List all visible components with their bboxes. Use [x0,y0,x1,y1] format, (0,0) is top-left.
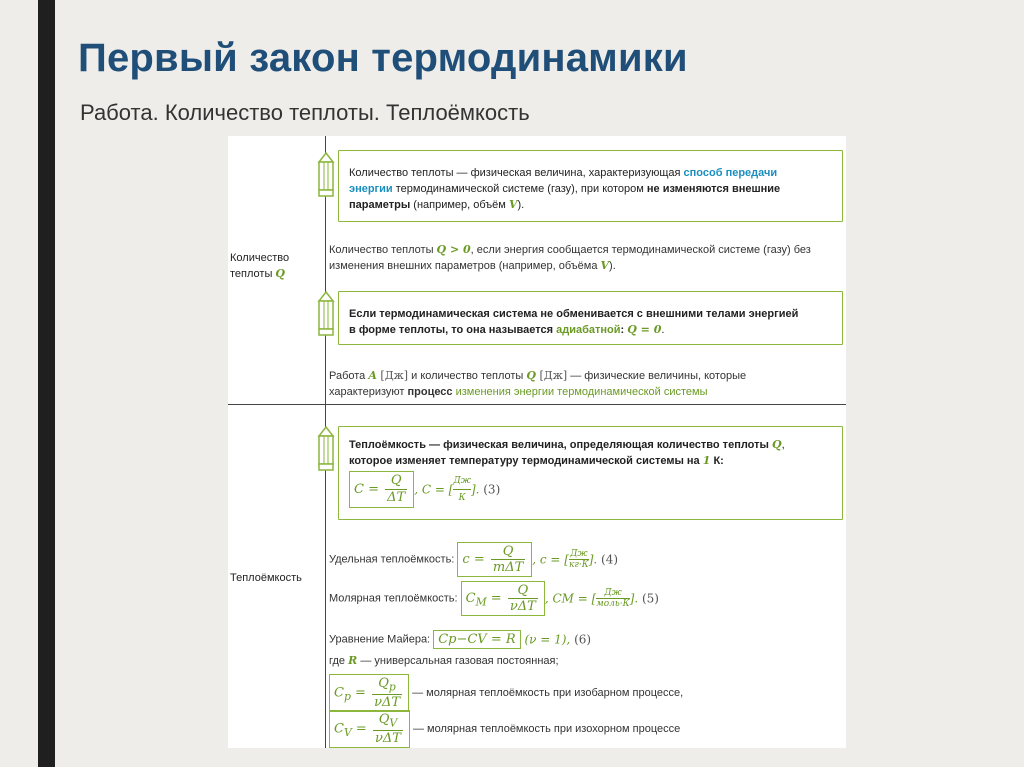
definition-box-capacity: Теплоёмкость — физическая величина, определяющая количество теплоты Q, которое изменяет температуру термодинамической системы на 1 К: C = $\frac{Q}{\Delta T}$ , C = [ Дж К ]. (3) [338,426,843,520]
formula-box: Cp−CV = R [433,630,520,649]
definition-box-adiabatic: Если термодинамическая система не обменивается с внешними телами энергией в форме теплоты, то она называется адиабатной: Q = 0. [338,291,843,345]
definition-box-heat: Количество теплоты — физическая величина, характеризующая способ передачи энергии термодинамической системе (газу), при котором не изменяются внешние параметры (например, объём V). [338,150,843,222]
row-label-capacity: Теплоёмкость [230,572,302,584]
slide-title: Первый закон термодинамики [78,36,688,80]
formula-capacity: C = $\frac{Q}{\Delta T}$ , C = [ Дж К ]. (3) [349,471,842,508]
slide-subtitle: Работа. Количество теплоты. Теплоёмкость [80,100,530,125]
formula-box: $C_p$ = $\frac{Q_p}{\text{νΔT}}$ [329,674,409,712]
formula-box: c = $\frac{Q}{\text{mΔT}}$ [457,542,532,577]
row-label-heat: Количество теплоты Q [230,252,290,280]
formula-box: C = $\frac{Q}{\Delta T}$ [349,471,414,508]
formula-mayer: Уравнение Майера: Cp−CV = R (ν = 1), (6) [329,632,592,647]
formula-specific-heat: Удельная теплоёмкость: c = $\frac{Q}{\text{mΔT}}$ , c = [ Дж кг·К ]. (4) [329,544,619,575]
pencil-icon [316,152,336,198]
formula-cv: $C_V$ = $\frac{Q_V}{\text{νΔT}}$ — молярная теплоёмкость при изохорном процессе [329,710,680,748]
formula-cp: $C_p$ = $\frac{Q_p}{\text{νΔT}}$ — молярная теплоёмкость при изобарном процессе, [329,674,683,712]
text-heat-positive: Количество теплоты Q > 0, если энергия сообщается термодинамической системе (газу) без изменения внешних параметров (например, объёма V). [329,243,811,272]
formula-box: $C_M$ = $\frac{Q}{\text{νΔT}}$ [461,581,545,616]
pencil-icon [316,426,336,472]
content-panel [228,136,846,748]
formula-box: $C_V$ = $\frac{Q_V}{\text{νΔT}}$ [329,710,410,748]
row-separator [228,404,846,405]
formula-molar-heat: Молярная теплоёмкость: $C_M$ = $\frac{Q}{\text{νΔT}}$ , CM = [ Дж моль·К ]. (5) [329,583,659,614]
left-accent-bar [38,0,55,767]
pencil-icon [316,291,336,337]
text-mayer-where: где R — универсальная газовая постоянная; [329,654,559,667]
text-work-heat: Работа A [Дж] и количество теплоты Q [Дж] — физические величины, которые характеризуют процесс изменения энергии термодинамической системы [329,369,747,398]
